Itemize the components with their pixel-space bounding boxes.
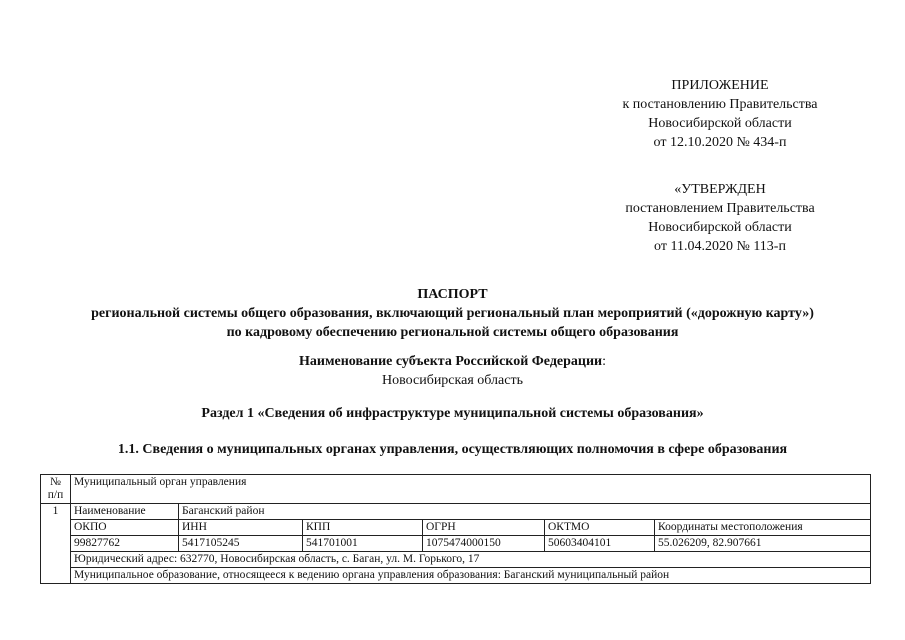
- municipality: Муниципальное образование, относящееся к ведению органа управления образования: Баганский муниципальный район: [71, 568, 871, 584]
- appendix-line-2: Новосибирской области: [648, 116, 792, 131]
- approval-title: «УТВЕРЖДЕН: [674, 182, 766, 197]
- subject-label-line: [40, 352, 865, 371]
- appendix-line-3: от 12.10.2020 № 434-п: [653, 135, 787, 150]
- passport-title: ПАСПОРТ: [417, 287, 488, 302]
- passport-heading: [40, 285, 865, 342]
- row-number: 1: [41, 504, 71, 584]
- subject-value: Новосибирская область: [382, 373, 523, 388]
- code-label-okpo: ОКПО: [71, 520, 179, 536]
- table-header: Муниципальный орган управления: [71, 475, 871, 504]
- approval-line-1: постановлением Правительства: [625, 201, 815, 216]
- code-value-inn: 5417105245: [179, 536, 303, 552]
- subject-block: [40, 352, 865, 390]
- appendix-line-1: к постановлению Правительства: [622, 97, 818, 112]
- code-value-oktmo: 50603404101: [545, 536, 655, 552]
- management-bodies-table: [40, 474, 871, 584]
- row-number-header-line-2: п/п: [47, 489, 64, 501]
- appendix-block: [600, 76, 840, 152]
- code-label-oktmo: ОКТМО: [545, 520, 655, 536]
- address-row: [41, 552, 871, 568]
- codes-header-row: [41, 520, 871, 536]
- codes-value-row: [41, 536, 871, 552]
- code-value-coordinates: 55.026209, 82.907661: [655, 536, 871, 552]
- name-value: Баганский район: [179, 504, 871, 520]
- table-row: [41, 504, 871, 520]
- municipality-row: [41, 568, 871, 584]
- code-value-okpo: 99827762: [71, 536, 179, 552]
- approval-line-2: Новосибирской области: [648, 220, 792, 235]
- code-label-ogrn: ОГРН: [423, 520, 545, 536]
- appendix-title: ПРИЛОЖЕНИЕ: [671, 78, 769, 93]
- row-number-header-line-1: №: [50, 476, 61, 488]
- passport-line-2: по кадровому обеспечению региональной системы общего образования: [226, 325, 679, 340]
- passport-line-1: региональной системы общего образования, включающий региональный план мероприятий («дорожную карту»): [91, 306, 814, 321]
- table-header-row: [41, 475, 871, 504]
- code-label-inn: ИНН: [179, 520, 303, 536]
- approval-line-3: от 11.04.2020 № 113-п: [654, 239, 786, 254]
- section-title: Раздел 1 «Сведения об инфраструктуре муниципальной системы образования»: [201, 406, 704, 421]
- approval-block: [600, 180, 840, 256]
- row-number-header: [41, 475, 71, 504]
- code-label-kpp: КПП: [303, 520, 423, 536]
- code-value-kpp: 541701001: [303, 536, 423, 552]
- subsection-title: 1.1. Сведения о муниципальных органах управления, осуществляющих полномочия в сфере образования: [117, 442, 788, 457]
- code-value-ogrn: 1075474000150: [423, 536, 545, 552]
- legal-address: Юридический адрес: 632770, Новосибирская область, с. Баган, ул. М. Горького, 17: [71, 552, 871, 568]
- code-label-coordinates: Координаты местоположения: [655, 520, 871, 536]
- name-label: Наименование: [71, 504, 179, 520]
- subject-colon: :: [602, 354, 606, 369]
- subject-label: Наименование субъекта Российской Федерации: [299, 354, 603, 369]
